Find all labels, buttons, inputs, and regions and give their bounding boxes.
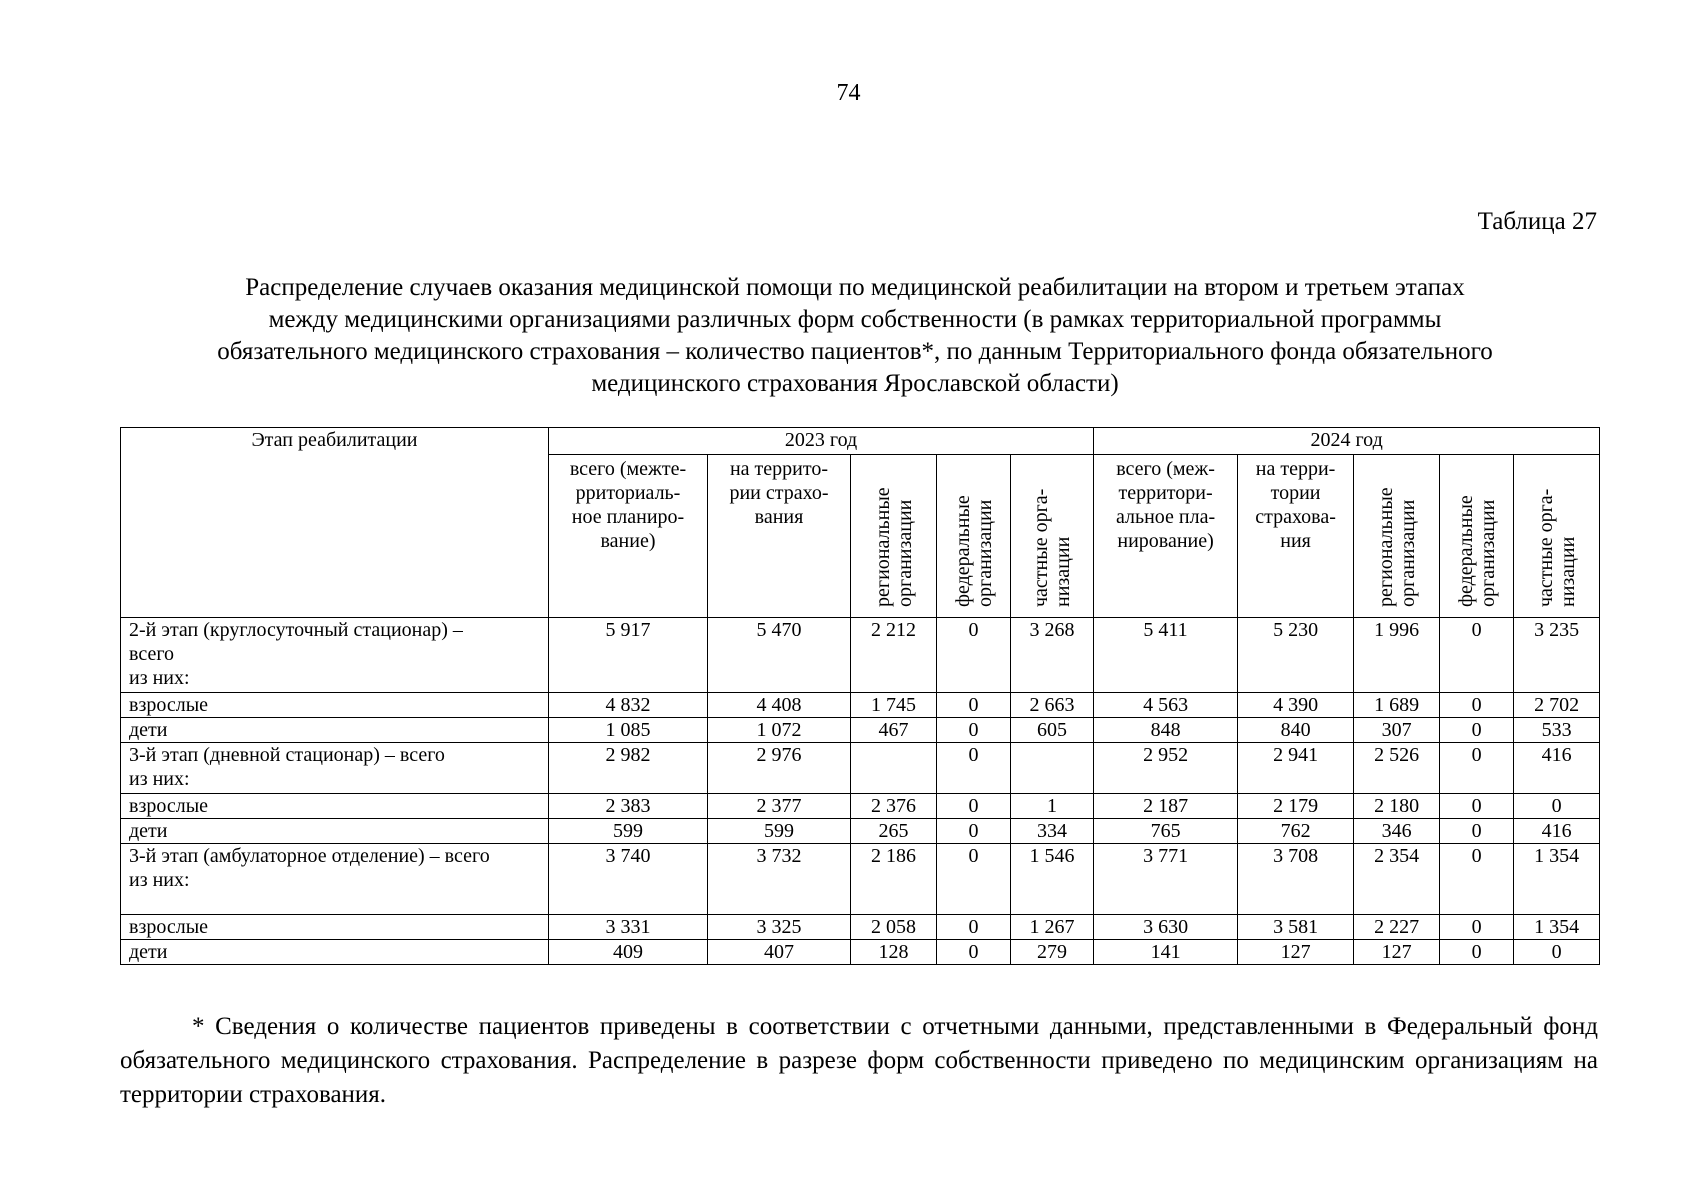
year-header-2024: 2024 год — [1094, 428, 1600, 455]
value-cell: 3 732 — [708, 844, 851, 915]
value-cell: 1 996 — [1354, 618, 1440, 693]
stage-label: дети — [121, 819, 549, 844]
value-cell: 0 — [1440, 743, 1514, 794]
value-cell: 0 — [1440, 618, 1514, 693]
value-cell: 4 832 — [549, 693, 708, 718]
table-body — [121, 618, 1600, 965]
value-cell: 127 — [1354, 940, 1440, 965]
value-cell: 2 180 — [1354, 794, 1440, 819]
value-cell: 2 227 — [1354, 915, 1440, 940]
value-cell: 4 563 — [1094, 693, 1238, 718]
federal-header-2023-text: федеральные организации — [951, 495, 996, 607]
private-header-2024-text: частные орга- низации — [1534, 488, 1579, 607]
stage-label: 3-й этап (амбулаторное отделение) – всего из них: — [121, 844, 549, 915]
value-cell: 5 230 — [1238, 618, 1354, 693]
stage-label: дети — [121, 718, 549, 743]
value-cell: 762 — [1238, 819, 1354, 844]
value-cell: 409 — [549, 940, 708, 965]
territory-header-2024 — [1238, 455, 1354, 618]
value-cell: 0 — [1440, 940, 1514, 965]
table-row — [121, 819, 1600, 844]
value-cell: 0 — [937, 693, 1011, 718]
value-cell: 605 — [1011, 718, 1094, 743]
regional-header-2023-text: региональные организации — [871, 487, 916, 607]
stage-label: дети — [121, 940, 549, 965]
table-caption — [130, 272, 1580, 400]
total-header-2023 — [549, 455, 708, 618]
value-cell: 3 331 — [549, 915, 708, 940]
private-header-2023 — [1011, 455, 1094, 618]
value-cell: 2 976 — [708, 743, 851, 794]
value-cell: 4 408 — [708, 693, 851, 718]
value-cell: 128 — [851, 940, 937, 965]
stage-label: 3-й этап (дневной стационар) – всего из них: — [121, 743, 549, 794]
stage-label: 2-й этап (круглосуточный стационар) – всего из них: — [121, 618, 549, 693]
value-cell: 279 — [1011, 940, 1094, 965]
federal-header-2024 — [1440, 455, 1514, 618]
stage-header: Этап реабилитации — [121, 428, 549, 618]
value-cell: 5 470 — [708, 618, 851, 693]
value-cell — [1011, 743, 1094, 794]
value-cell: 1 267 — [1011, 915, 1094, 940]
table-row — [121, 743, 1600, 794]
value-cell: 0 — [1440, 915, 1514, 940]
table-row — [121, 940, 1600, 965]
territory-header-2023-text: на террито- рии страхо- вания — [729, 458, 829, 528]
value-cell: 0 — [1440, 693, 1514, 718]
value-cell: 0 — [1440, 844, 1514, 915]
value-cell: 1 745 — [851, 693, 937, 718]
value-cell: 2 383 — [549, 794, 708, 819]
value-cell: 3 325 — [708, 915, 851, 940]
value-cell: 307 — [1354, 718, 1440, 743]
value-cell: 3 740 — [549, 844, 708, 915]
total-header-2023-text: всего (межте- рриториаль- ное планиро- вание) — [569, 458, 687, 552]
value-cell: 3 708 — [1238, 844, 1354, 915]
regional-header-2024-text: региональные организации — [1374, 487, 1419, 607]
caption-line: Распределение случаев оказания медицинской помощи по медицинской реабилитации на втором и третьем этапах — [245, 274, 1465, 301]
value-cell: 0 — [1440, 819, 1514, 844]
value-cell: 2 058 — [851, 915, 937, 940]
table-row — [121, 794, 1600, 819]
value-cell: 2 212 — [851, 618, 937, 693]
value-cell: 467 — [851, 718, 937, 743]
caption-line: между медицинскими организациями различных форм собственности (в рамках территориальной программы — [268, 306, 1442, 333]
value-cell: 1 546 — [1011, 844, 1094, 915]
value-cell — [851, 743, 937, 794]
value-cell: 127 — [1238, 940, 1354, 965]
value-cell: 1 072 — [708, 718, 851, 743]
value-cell: 3 630 — [1094, 915, 1238, 940]
value-cell: 0 — [937, 819, 1011, 844]
value-cell: 0 — [937, 718, 1011, 743]
value-cell: 840 — [1238, 718, 1354, 743]
value-cell: 533 — [1514, 718, 1600, 743]
value-cell: 2 377 — [708, 794, 851, 819]
value-cell: 1 689 — [1354, 693, 1440, 718]
value-cell: 4 390 — [1238, 693, 1354, 718]
value-cell: 848 — [1094, 718, 1238, 743]
value-cell: 2 187 — [1094, 794, 1238, 819]
private-header-2024 — [1514, 455, 1600, 618]
value-cell: 1 — [1011, 794, 1094, 819]
value-cell: 765 — [1094, 819, 1238, 844]
table-row — [121, 718, 1600, 743]
territory-header-2023 — [708, 455, 851, 618]
value-cell: 2 526 — [1354, 743, 1440, 794]
value-cell: 0 — [1440, 794, 1514, 819]
regional-header-2023 — [851, 455, 937, 618]
private-header-2023-text: частные орга- низации — [1030, 488, 1075, 607]
stage-label: взрослые — [121, 693, 549, 718]
value-cell: 2 982 — [549, 743, 708, 794]
value-cell: 0 — [1514, 940, 1600, 965]
total-header-2024 — [1094, 455, 1238, 618]
value-cell: 2 952 — [1094, 743, 1238, 794]
value-cell: 3 581 — [1238, 915, 1354, 940]
value-cell: 2 376 — [851, 794, 937, 819]
federal-header-2024-text: федеральные организации — [1454, 495, 1499, 607]
value-cell: 0 — [937, 915, 1011, 940]
value-cell: 2 663 — [1011, 693, 1094, 718]
table-label: Таблица 27 — [1477, 208, 1597, 235]
value-cell: 407 — [708, 940, 851, 965]
federal-header-2023 — [937, 455, 1011, 618]
table-row — [121, 844, 1600, 915]
value-cell: 1 354 — [1514, 844, 1600, 915]
value-cell: 2 179 — [1238, 794, 1354, 819]
year-header-2023: 2023 год — [549, 428, 1094, 455]
table-row — [121, 693, 1600, 718]
value-cell: 0 — [937, 940, 1011, 965]
value-cell: 0 — [937, 618, 1011, 693]
table-row — [121, 915, 1600, 940]
value-cell: 0 — [1440, 718, 1514, 743]
value-cell: 5 917 — [549, 618, 708, 693]
value-cell: 2 702 — [1514, 693, 1600, 718]
value-cell: 0 — [1514, 794, 1600, 819]
total-header-2024-text: всего (меж- территори- альное пла- нирование) — [1115, 458, 1216, 552]
value-cell: 3 268 — [1011, 618, 1094, 693]
stage-label: взрослые — [121, 794, 549, 819]
value-cell: 2 941 — [1238, 743, 1354, 794]
value-cell: 3 235 — [1514, 618, 1600, 693]
rehabilitation-table — [120, 427, 1600, 965]
page-number: 74 — [836, 80, 861, 106]
stage-label: взрослые — [121, 915, 549, 940]
territory-header-2024-text: на терри- тории страхова- ния — [1255, 458, 1336, 552]
value-cell: 599 — [708, 819, 851, 844]
caption-line: медицинского страхования Ярославской области) — [591, 370, 1119, 397]
value-cell: 599 — [549, 819, 708, 844]
value-cell: 0 — [937, 794, 1011, 819]
value-cell: 3 771 — [1094, 844, 1238, 915]
regional-header-2024 — [1354, 455, 1440, 618]
value-cell: 141 — [1094, 940, 1238, 965]
value-cell: 334 — [1011, 819, 1094, 844]
value-cell: 2 354 — [1354, 844, 1440, 915]
table-row — [121, 618, 1600, 693]
value-cell: 2 186 — [851, 844, 937, 915]
value-cell: 5 411 — [1094, 618, 1238, 693]
footnote: * Сведения о количестве пациентов приведены в соответствии с отчетными данными, представленными в Федеральный фонд обязательного медицинского страхования. Распределение в разрезе форм собственности приведено по медицинским организациям на территории страхования. — [120, 1013, 1598, 1108]
value-cell: 265 — [851, 819, 937, 844]
caption-line: обязательного медицинского страхования – количество пациентов*, по данным Территориального фонда обязательного — [217, 338, 1493, 365]
value-cell: 0 — [937, 844, 1011, 915]
value-cell: 1 085 — [549, 718, 708, 743]
value-cell: 0 — [937, 743, 1011, 794]
value-cell: 346 — [1354, 819, 1440, 844]
value-cell: 1 354 — [1514, 915, 1600, 940]
value-cell: 416 — [1514, 743, 1600, 794]
value-cell: 416 — [1514, 819, 1600, 844]
